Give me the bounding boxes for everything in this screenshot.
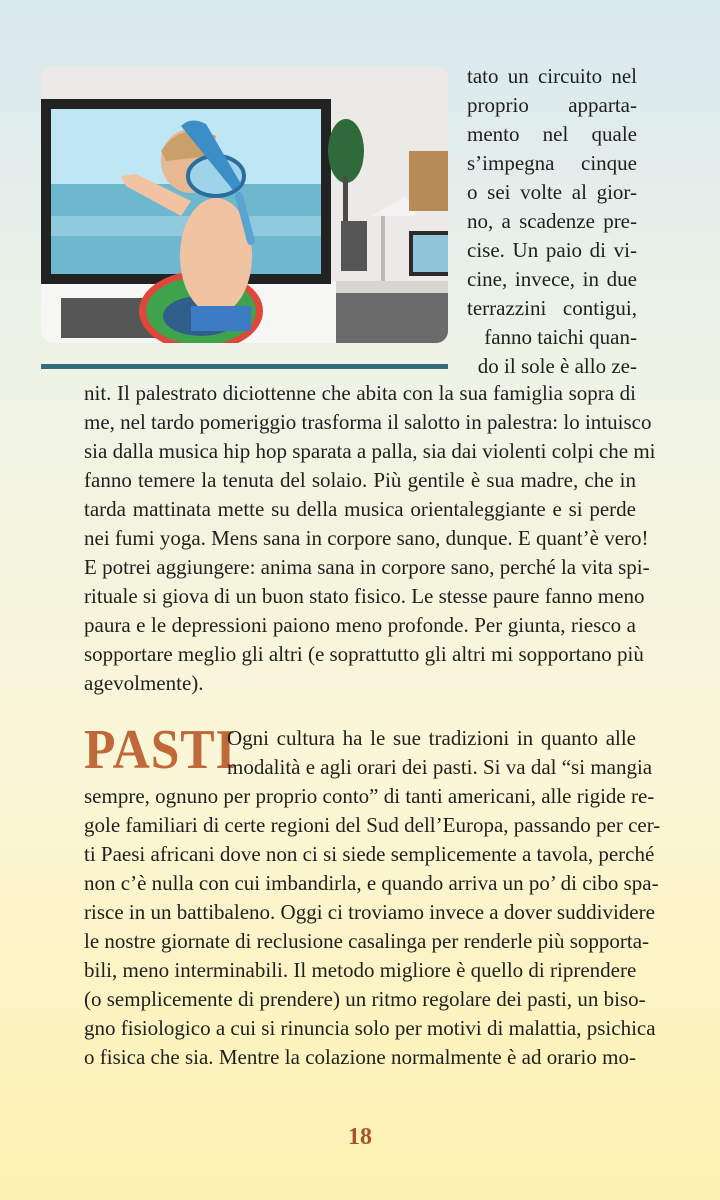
- text-line: paura e le depressioni paiono meno profonde. Per giunta, riesco a: [84, 613, 636, 637]
- text-line: sempre, ognuno per proprio conto” di tanti americani, alle rigide re-: [84, 784, 655, 808]
- text-line: mento nel quale: [467, 122, 637, 146]
- paragraph-2: [84, 719, 661, 1072]
- text-line: cise. Un paio di vi-: [467, 238, 637, 262]
- text-line: tato un circuito nel: [467, 64, 637, 88]
- text-line: nei fumi yoga. Mens sana in corpore sano, dunque. E quant’è vero!: [84, 526, 649, 550]
- text-line: o fisica che sia. Mentre la colazione normalmente è ad orario mo-: [84, 1045, 636, 1069]
- text-line: fanno temere la tenuta del solaio. Più gentile è sua madre, che in: [84, 468, 636, 492]
- text-line: proprio apparta-: [467, 93, 637, 117]
- text-line: sia dalla musica hip hop sparata a palla, sia dai violenti colpi che mi: [84, 439, 656, 463]
- child-snorkel-photo: [41, 66, 448, 343]
- page-number: 18: [348, 1124, 372, 1150]
- child-with-snorkel-mask-photo-icon: [41, 66, 448, 343]
- paragraph-1: [84, 379, 656, 698]
- text-line: bili, meno interminabili. Il metodo migliore è quello di riprendere: [84, 958, 637, 982]
- decorative-rule: [41, 364, 448, 369]
- text-line: Ogni cultura ha le sue tradizioni in quanto alle: [227, 726, 636, 750]
- text-line: rituale si giova di un buon stato fisico. Le stesse paure fanno meno: [84, 584, 645, 608]
- section-heading-pasti: PASTI: [84, 719, 237, 781]
- text-line: le nostre giornate di reclusione casalinga per renderle più sopporta-: [84, 929, 650, 953]
- text-line: (o semplicemente di prendere) un ritmo regolare dei pasti, un biso-: [84, 987, 646, 1011]
- text-line: nit. Il palestrato diciottenne che abita con la sua famiglia sopra di: [84, 381, 636, 405]
- text-line: terrazzini contigui,: [467, 296, 637, 320]
- text-line: modalità e agli orari dei pasti. Si va dal “si mangia: [227, 755, 653, 779]
- text-line: gole familiari di certe regioni del Sud dell’Europa, passando per cer-: [84, 813, 661, 837]
- side-column-text: [467, 62, 637, 381]
- text-line: ti Paesi africani dove non ci si siede semplicemente a tavola, perché: [84, 842, 655, 866]
- text-line: risce in un battibaleno. Oggi ci troviamo invece a dover suddividere: [84, 900, 655, 924]
- text-line: E potrei aggiungere: anima sana in corpore sano, perché la vita spi-: [84, 555, 650, 579]
- text-line: do il sole è allo ze-: [477, 354, 637, 378]
- text-line: agevolmente).: [84, 671, 204, 695]
- text-line: o sei volte al gior-: [467, 180, 637, 204]
- text-line: s’impegna cinque: [467, 151, 637, 175]
- text-line: fanno taichi quan-: [484, 325, 637, 349]
- text-line: me, nel tardo pomeriggio trasforma il salotto in palestra: lo intuisco: [84, 410, 652, 434]
- text-line: tarda mattinata mette su della musica orientaleggiante e si perde: [84, 497, 636, 521]
- text-line: sopportare meglio gli altri (e soprattutto gli altri mi sopportano più: [84, 642, 644, 666]
- text-line: cine, invece, in due: [467, 267, 637, 291]
- text-line: non c’è nulla con cui imbandirla, e quando arriva un po’ di cibo spa-: [84, 871, 659, 895]
- text-line: gno fisiologico a cui si rinuncia solo per motivi di malattia, psichica: [84, 1016, 656, 1040]
- text-line: no, a scadenze pre-: [467, 209, 637, 233]
